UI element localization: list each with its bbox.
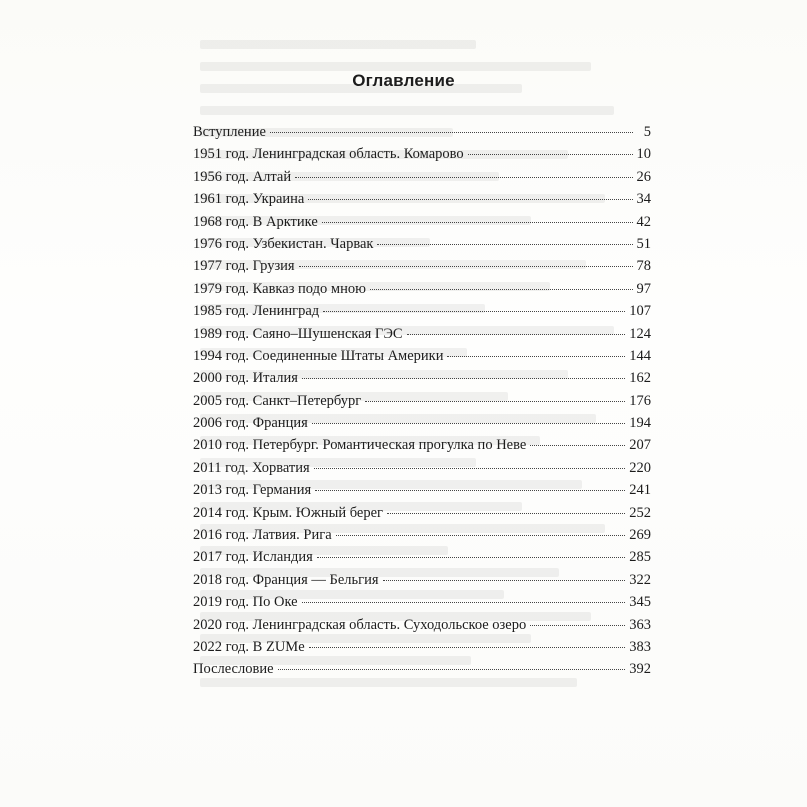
- toc-entry-title: 2019 год. По Оке: [193, 594, 298, 611]
- toc-entry-title: 1961 год. Украина: [193, 191, 305, 208]
- toc-entry-page: 97: [636, 280, 651, 297]
- toc-entry: [193, 457, 651, 479]
- toc-entry: [193, 345, 651, 367]
- table-of-contents: [193, 121, 651, 681]
- toc-leader-dots: [322, 222, 633, 223]
- toc-entry-title: 2014 год. Крым. Южный берег: [193, 504, 384, 521]
- toc-entry-title: 1994 год. Соединенные Штаты Америки: [193, 347, 444, 364]
- toc-entry: [193, 188, 651, 210]
- toc-entry-page: 220: [629, 459, 651, 476]
- toc-entry: [193, 166, 651, 188]
- toc-entry-page: 269: [629, 527, 651, 544]
- toc-entry-page: 194: [629, 415, 651, 432]
- toc-entry-title: Вступление: [193, 124, 266, 140]
- toc-entry-page: 78: [636, 258, 651, 275]
- toc-entry-title: 2017 год. Исландия: [193, 549, 313, 566]
- toc-entry-title: 2013 год. Германия: [193, 482, 312, 499]
- toc-entry: [193, 367, 651, 389]
- toc-entry-title: 2006 год. Франция: [193, 415, 308, 432]
- toc-entry-page: 392: [629, 661, 651, 678]
- toc-entry: [193, 233, 651, 255]
- toc-entry-title: Послесловие: [193, 661, 274, 678]
- toc-entry-title: 1956 год. Алтай: [193, 168, 292, 185]
- toc-entry-title: 1976 год. Узбекистан. Чарвак: [193, 235, 374, 252]
- toc-entry: [193, 143, 651, 165]
- toc-leader-dots: [314, 468, 626, 469]
- toc-entry-title: 2005 год. Санкт–Петербург: [193, 392, 362, 409]
- toc-leader-dots: [468, 154, 633, 155]
- toc-entry-page: 383: [629, 638, 651, 655]
- toc-entry-page: 241: [629, 482, 651, 499]
- toc-leader-dots: [312, 423, 625, 424]
- toc-leader-dots: [308, 199, 632, 200]
- toc-leader-dots: [370, 289, 633, 290]
- toc-entry-title: 2018 год. Франция — Бельгия: [193, 571, 379, 588]
- toc-entry: [193, 658, 651, 680]
- toc-leader-dots: [270, 132, 633, 133]
- toc-leader-dots: [302, 378, 625, 379]
- toc-entry-title: 2022 год. В ZUMe: [193, 638, 305, 655]
- toc-leader-dots: [315, 490, 625, 491]
- toc-leader-dots: [323, 311, 625, 312]
- toc-entry: [193, 390, 651, 412]
- toc-entry-page: 124: [629, 325, 651, 342]
- toc-entry-page: 107: [629, 303, 651, 320]
- toc-entry-page: 363: [629, 616, 651, 633]
- toc-entry-title: 1968 год. В Арктике: [193, 213, 318, 230]
- toc-entry-title: 2020 год. Ленинградская область. Суходольское озеро: [193, 616, 527, 633]
- toc-entry: [193, 569, 651, 591]
- toc-entry-page: 176: [629, 392, 651, 409]
- toc-heading: Оглавление: [352, 71, 455, 90]
- toc-leader-dots: [317, 557, 625, 558]
- toc-entry: [193, 636, 651, 658]
- toc-entry: [193, 278, 651, 300]
- toc-entry-title: 2000 год. Италия: [193, 370, 298, 387]
- toc-entry-page: 10: [636, 146, 651, 163]
- toc-entry-page: 26: [636, 168, 651, 185]
- toc-leader-dots: [447, 356, 625, 357]
- toc-leader-dots: [530, 445, 625, 446]
- toc-entry-title: 1979 год. Кавказ подо мною: [193, 280, 366, 297]
- toc-entry: [193, 614, 651, 636]
- toc-entry: [193, 524, 651, 546]
- toc-entry-title: 2010 год. Петербург. Романтическая прогулка по Неве: [193, 437, 527, 454]
- toc-leader-dots: [302, 602, 626, 603]
- toc-entry: [193, 211, 651, 233]
- toc-entry-page: 51: [636, 235, 651, 252]
- toc-leader-dots: [336, 535, 626, 536]
- toc-leader-dots: [309, 647, 626, 648]
- toc-entry-page: 322: [629, 571, 651, 588]
- toc-entry-page: 345: [629, 594, 651, 611]
- toc-entry-page: 144: [629, 347, 651, 364]
- toc-entry: [193, 591, 651, 613]
- toc-entry-title: 1985 год. Ленинград: [193, 303, 320, 320]
- toc-entry-page: 5: [643, 124, 651, 140]
- toc-leader-dots: [377, 244, 632, 245]
- toc-leader-dots: [365, 401, 625, 402]
- toc-entry-title: 2016 год. Латвия. Рига: [193, 527, 332, 544]
- toc-entry-page: 207: [629, 437, 651, 454]
- toc-leader-dots: [295, 177, 632, 178]
- toc-entry-page: 285: [629, 549, 651, 566]
- toc-leader-dots: [530, 625, 625, 626]
- toc-entry: [193, 121, 651, 143]
- toc-entry-title: 1951 год. Ленинградская область. Комарово: [193, 146, 464, 163]
- toc-entry-page: 34: [636, 191, 651, 208]
- toc-entry: [193, 323, 651, 345]
- toc-entry: [193, 300, 651, 322]
- toc-leader-dots: [299, 266, 633, 267]
- toc-leader-dots: [407, 334, 626, 335]
- toc-entry-title: 2011 год. Хорватия: [193, 459, 310, 476]
- toc-entry: [193, 479, 651, 501]
- toc-entry: [193, 546, 651, 568]
- toc-entry: [193, 502, 651, 524]
- toc-leader-dots: [278, 669, 626, 670]
- toc-entry-page: 42: [636, 213, 651, 230]
- toc-entry-title: 1989 год. Саяно–Шушенская ГЭС: [193, 325, 403, 342]
- toc-entry-page: 252: [629, 504, 651, 521]
- toc-entry-title: 1977 год. Грузия: [193, 258, 295, 275]
- toc-entry-page: 162: [629, 370, 651, 387]
- toc-leader-dots: [387, 513, 625, 514]
- toc-entry: [193, 255, 651, 277]
- toc-entry: [193, 434, 651, 456]
- toc-entry: [193, 412, 651, 434]
- toc-leader-dots: [383, 580, 626, 581]
